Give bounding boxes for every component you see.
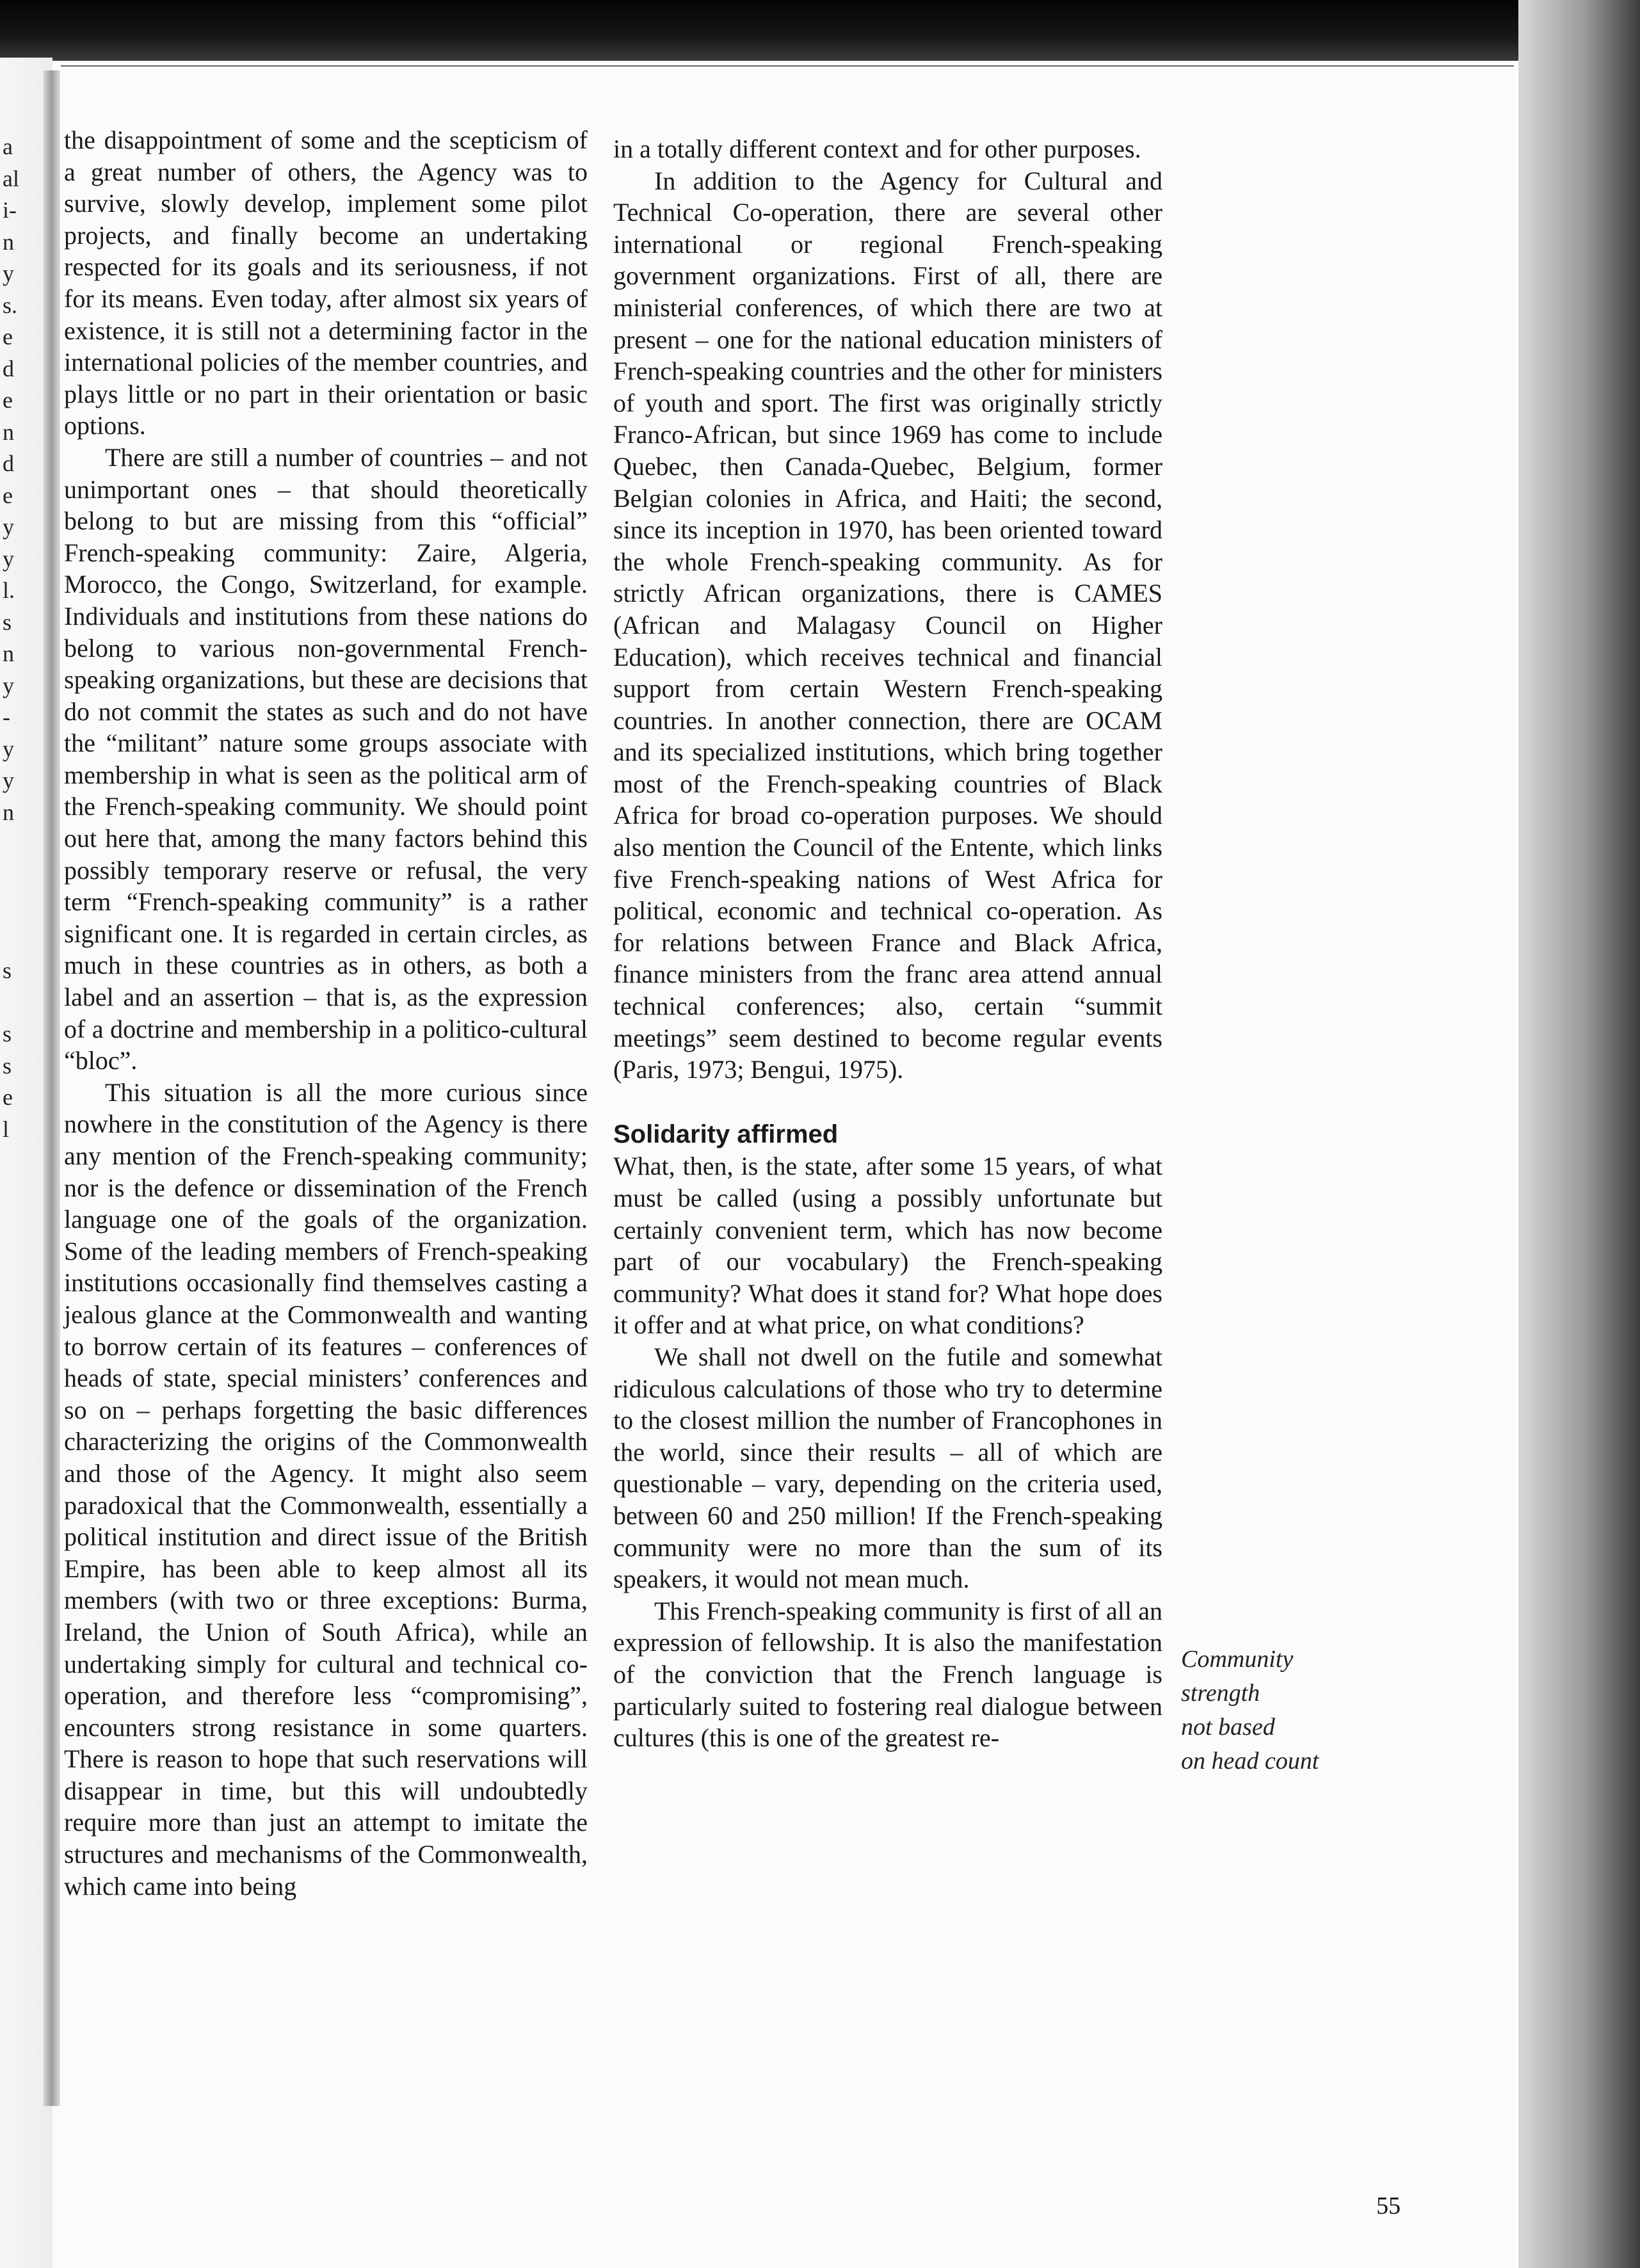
edge-fragment [3,860,28,892]
edge-fragment [3,828,28,860]
paragraph: This situation is all the more curious since nowhere in the constitution of the Agency is there any mention of the French-speaking community; nor is the defence or dissemination of the French language one of the goals of the organization. Some of the leading members of French-speaking institutions occasionally find themselves casting a jealous glance at the Commonwealth and wanting to borrow certain of its features – conferences of heads of state, special ministers’ conferences and so on – perhaps forgetting the basic differences characterizing the origins of the Commonwealth and those of the Agency. It might also seem paradoxical that the Commonwealth, essentially a political institution and direct issue of the British Empire, has been able to keep almost all its members (with two or three exceptions: Burma, Ireland, the Union of South Africa), while an undertaking simply for cultural and technical co-operation, and therefore less “compromising”, encounters strong resistance in some quarters. There is reason to hope that such reservations will disappear in time, but this will undoubtedly require more than just an attempt to imitate the structures and mechanisms of the Commonwealth, which came into being [64,1077,588,1901]
scan-top-shadow [0,0,1640,61]
edge-fragment: i- [3,197,17,223]
edge-fragment: s [3,609,12,635]
edge-fragment: n [3,229,14,255]
edge-fragment: s [3,958,12,983]
edge-fragment: y [3,672,14,698]
edge-fragment: l [3,1116,10,1142]
edge-fragment: l. [3,577,15,603]
section-heading: Solidarity affirmed [613,1120,839,1148]
edge-fragment: y [3,545,14,572]
scan-right-shadow [1518,0,1640,2268]
edge-fragment: a [3,134,13,159]
edge-fragment: d [3,355,14,382]
edge-fragment: n [3,799,14,825]
edge-fragment: y [3,514,14,540]
margin-note-line: on head count [1181,1748,1319,1774]
previous-page-fragments [3,131,28,1145]
edge-fragment: n [3,419,14,445]
edge-fragment: y [3,261,14,286]
paragraph: In addition to the Agency for Cultural and Technical Co-operation, there are several other international or regional French-speaking government organizations. First of all, there are ministerial conferences, of which there are two at present – one for the national education ministers of French-speaking countries and the other for ministers of youth and sport. The first was originally strictly Franco-African, but since 1969 has come to include Quebec, then Canada-Quebec, Belgium, former Belgian colonies in Africa, and Haiti; the second, since its inception in 1970, has been oriented toward the whole French-speaking community. As for strictly African organizations, there is CAMES (African and Malagasy Council on Higher Education), which receives technical and financial support from certain Western French-speaking countries. In another connection, there are OCAM and its specialized institutions, which bring together most of the French-speaking countries of Black Africa for broad co-operation purposes. We should also mention the Council of the Entente, which links five French-speaking nations of West Africa for political, economic and technical co-operation. As for relations between France and Black Africa, finance ministers from the franc area attend annual technical conferences; also, certain “summit meetings” seem destined to become regular events (Paris, 1973; Bengui, 1975). [613,166,1162,1084]
edge-fragment: al [3,165,19,191]
edge-fragment [3,987,28,1019]
paragraph: We shall not dwell on the futile and somewhat ridiculous calculations of those who try to determine to the closest million the number of Francophones in the world, since their results – all of which are questionable – vary, depending on the criteria used, between 60 and 250 million! If the French-speaking community were no more than the sum of its speakers, it would not mean much. [613,1342,1162,1594]
edge-fragment: - [3,704,10,730]
paragraph: the disappointment of some and the scepticism of a great number of others, the Agency was to survive, slowly develop, implement some pilot projects, and finally become an undertaking respected for its goals and its seriousness, if not for its means. Even today, after almost six years of existence, it is still not a determining factor in the international policies of the member countries, and plays little or no part in their orientation or basic options. [64,125,588,440]
edge-fragment: s [3,1052,12,1079]
edge-fragment: y [3,736,14,762]
right-column [613,133,1162,1754]
page-top-rule [61,65,1514,67]
edge-fragment: s. [3,292,18,318]
edge-fragment: y [3,768,14,793]
paragraph: What, then, is the state, after some 15 years, of what must be called (using a possibly unfortunate but certainly convenient term, which has now become part of our vocabulary) the French-speaking community? What does it stand for? What hope does it offer and at what price, on what conditions? [613,1152,1162,1340]
margin-note [1181,1643,1392,1778]
paragraph: This French-speaking community is first of all an expression of fellowship. It is also the manifestation of the conviction that the French language is particularly suited to fostering real dialogue between cultures (this is one of the greatest re- [613,1596,1162,1753]
edge-fragment [3,892,28,924]
paragraph: There are still a number of countries – and not unimportant ones – that should theoretically belong to but are missing from this “official” French-speaking community: Zaire, Algeria, Morocco, the Congo, Switzerland, for example. Individuals and institutions from these nations do belong to various non-governmental French-speaking organizations, but these are decisions that do not commit the states as such and do not have the “militant” nature some groups associate with membership in what is seen as the political arm of the French-speaking community. We should point out here that, among the many factors behind this possibly temporary reserve or refusal, the very term “French-speaking community” is a rather significant one. It is regarded in certain circles, as much in these countries as in others, as both a label and an assertion – that is, as the expression of a doctrine and membership in a politico-cultural “bloc”. [64,442,588,1075]
margin-note-line: strength [1181,1680,1260,1707]
edge-fragment: e [3,482,13,508]
edge-fragment [3,924,28,956]
margin-note-line: not based [1181,1714,1275,1741]
edge-fragment: d [3,451,14,476]
page-gutter-shadow [44,70,60,2106]
paragraph: in a totally different context and for other purposes. [613,134,1141,163]
edge-fragment: n [3,641,14,666]
margin-note-line: Community [1181,1646,1294,1673]
left-column [64,124,588,1902]
edge-fragment: s [3,1021,12,1047]
edge-fragment: e [3,387,13,413]
edge-fragment: e [3,324,13,350]
page-number: 55 [1376,2192,1401,2219]
edge-fragment: e [3,1084,13,1110]
